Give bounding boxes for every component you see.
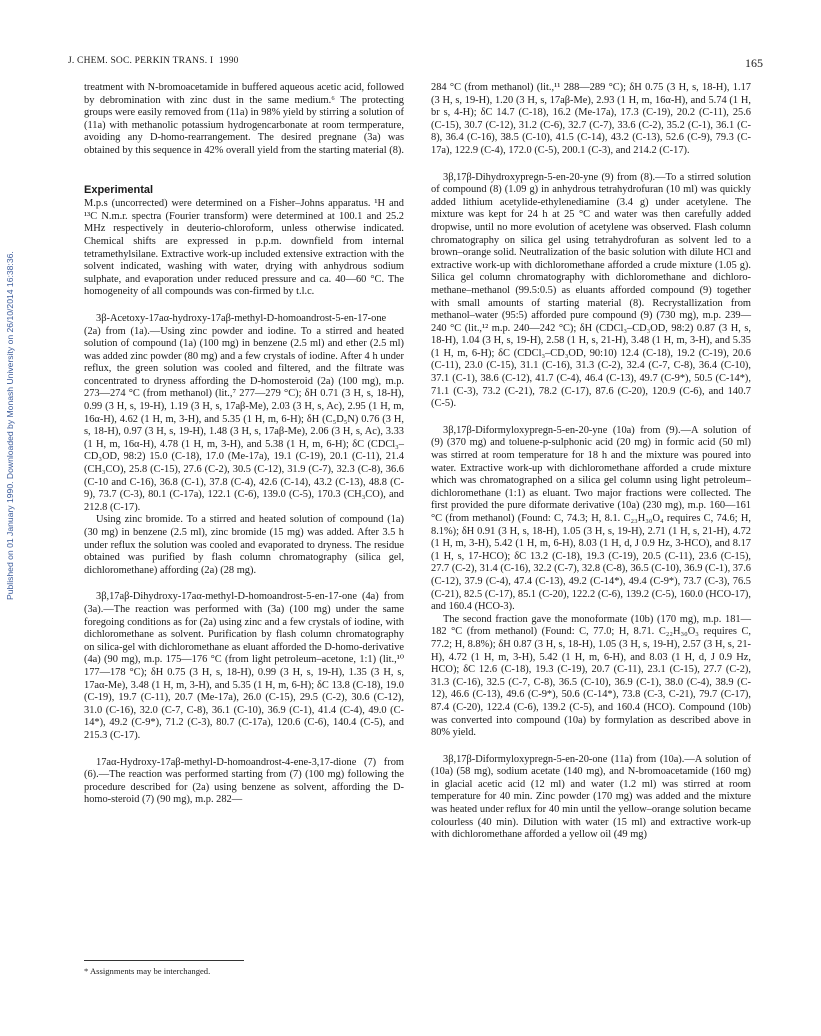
download-notice-text[interactable]: Published on 01 January 1990. Downloaded by Monash University on 26/10/2014 16:38:36. [5,251,15,600]
spacer [431,740,751,754]
spacer [431,411,751,425]
procedure-4a-paragraph: 3β,17aβ-Dihydroxy-17aα-methyl-D-homoandrost-5-en-17-one (4a) from (3a).—The reaction was performed with (3a) (100 mg) under the same foregoing conditions as for (2a) using zinc and a few crystals of iodine, with dichloromethane as solvent. Purification by flash column chromatography on silica-gel with dichloromethane as eluant afforded the D-homo-derivative (4a) (90 mg), m.p. 175—176 °C (from light petroleum–acetone, 1:1) (lit.,¹⁰ 177—178 °C); δH 0.75 (3 H, s, 18-H), 0.99 (3 H, s, 19-H), 1.35 (3 H, s, 17aα-Me), 3.48 (1 H, m, 3-H), and 5.35 (1 H, m, 6-H); δC 13.8 (C-18), 19.0 (C-19), 19.7 (C-11), 20.7 (Me-17a), 26.0 (C-15), 29.5 (C-2), 30.6 (C-12), 31.0 (C-16), 32.0 (C-7, C-8), 36.1 (C-10), 36.9 (C-1), 41.4 (C-4), 49.0 (C-14*), 49.2 (C-9*), 71.2 (C-3), 80.7 (C-17a), 120.6 (C-6), 140.4 (C-5), and 215.3 (C-17). [84,591,404,741]
footnote: * Assignments may be interchanged. [84,966,211,976]
spacer [84,577,404,591]
footnote-divider [84,960,244,961]
experimental-paragraph: M.p.s (uncorrected) were determined on a Fisher–Johns apparatus. ¹H and ¹³C N.m.r. spectra (Fourier transform) were determined at 100.1 and 25.2 MHz respectively in deuterio-chloroform, unless otherwise indicated. Chemical shifts are expressed in p.p.m. downfield from internal tetramethylsilane. Extractive work-up included extensive extraction with the solvent indicated, washing with water, drying with anhydrous sodium sulphate, and evaporation under reduced pressure and ca. 40—60 °C. The homogeneity of all compounds was con-firmed by t.l.c. [84,198,404,298]
intro-paragraph: treatment with N-bromoacetamide in buffered aqueous acetic acid, followed by debromination with zinc dust in the same medium.⁶ The protecting groups were easily removed from (11a) in 98% yield by stirring a solution of (11a) with methanolic potassium hydrogencarbonate at room termperature, avoiding any D-homo-rearrangement. The desired pregnane (3a) was obtained by this sequence in 42% overall yield from the starting material (8). [84,82,404,156]
download-watermark [5,160,17,600]
procedure-7-paragraph: 17aα-Hydroxy-17aβ-methyl-D-homoandrost-4-ene-3,17-dione (7) from (6).—The reaction was performed starting from (7) (100 mg) following the procedure described for (2a) using benzene as solvent, affording the D-homo-steroid (7) (90 mg), m.p. 282— [84,756,404,806]
running-head [68,56,768,66]
procedure-2a-paragraph: 3β-Acetoxy-17aα-hydroxy-17aβ-methyl-D-homoandrost-5-en-17-one (2a) from (1a).—Using zinc powder and iodine. To a stirred and heated solution of compound (1a) (100 mg) in benzene (2.5 ml) and ether (2.5 ml) was added zinc powder (80 mg) and a few crystals of iodine. After 4 h under reflux, the green solution was cooled and filtered, and the filtrate was concentrated to dryness affording the D-homosteroid (2a) (100 mg), m.p. 273—274 °C (from methanol) (lit.,⁷ 277—279 °C); δH 0.71 (3 H, s, 18-H), 0.99 (3 H, s, 19-H), 1.19 (3 H, s, 17aβ-Me), 2.03 (3 H, s, Ac), 2.95 (1 H, m, 16α-H), 4.62 (1 H, m, 3-H), and 5.35 (1 H, m, 6-H); δH (C₅D₅N) 0.76 (3 H, s, 18-H), 0.97 (3 H, s, 19-H), 1.48 (3 H, s, 17aβ-Me), 2.06 (3 H, s, Ac), 3.33 (1 H, m, 16α-H), 4.78 (1 H, m, 3-H), and 5.38 (1 H, m, 6-H); δC (CDCl₃–CD₃OD, 98:2) 15.0 (C-18), 17.0 (Me-17a), 19.1 (C-19), 20.1 (C-11), 21.4 (CH₃CO), 25.8 (C-15), 27.6 (C-2), 30.5 (C-12), 31.9 (C-7), 32.3 (C-8), 36.6 (C-10 and C-16), 36.8 (C-1), 37.8 (C-4), 42.6 (C-14), 43.2 (C-13), 48.8 (C-9), 73.7 (C-3), 80.1 (C-17a), 122.1 (C-6), 139.0 (C-5), 170.3 (CH₃CO), and 212.8 (C-17). [84,312,404,513]
spacer [431,158,751,172]
procedure-zinc-bromide-paragraph: Using zinc bromide. To a stirred and heated solution of compound (1a) (30 mg) in benzene (2.5 ml), zinc bromide (15 mg) was added. After 3.5 h under reflux the solution was cooled and evaporated to dryness. The residue obtained was purified by flash column chromatography (silica gel, dichloromethane) affording (2a) (28 mg). [84,514,404,576]
right-column [431,82,751,842]
journal-year: 1990 [218,56,239,66]
spacer [84,299,404,313]
procedure-9-paragraph: 3β,17β-Dihydroxypregn-5-en-20-yne (9) from (8).—To a stirred solution of compound (8) (1.09 g) in anhydrous tetrahydrofuran (10 ml) was quickly added lithium acetylide-ethylenediamine (3.4 g) under acetylene. The mixture was kept for 24 h at 25 °C and water was then carefully added dropwise, until no more evolution of acetylene was observed. Flash column chromatography on silica gel using tetrahydrofuran as solvent led to a brown–orange solid. Neutralization of the basic solution with dilute HCl and extractive work-up with dichloromethane afforded a crude mixture (1.05 g). Silica gel column chromatography with dichloromethane and dichloro-methane–methanol (99.5:0.5) as eluants afforded compound (9) together with small amounts of starting material (8). Recrystallization from methanol–water (95:5) afforded pure compound (9) (730 mg), m.p. 239—240 °C (lit.,¹² m.p. 240—242 °C); δH (CDCl₃–CD₃OD, 98:2) 0.87 (3 H, s, 18-H), 1.04 (3 H, s, 19-H), 2.58 (1 H, s, 21-H), 3.48 (1 H, m, 3-H), and 5.35 (1 H, m, 6-H); δC (CDCl₃–CD₃OD, 90:10) 12.4 (C-18), 19.2 (C-19), 20.6 (C-11), 23.0 (C-15), 31.1 (C-16), 31.3 (C-2), 32.4 (C-7, C-8), 36.4 (C-10), 37.1 (C-1), 38.6 (C-12), 41.7 (C-4), 46.4 (C-13), 49.7 (C-9*), 50.5 (C-14*), 71.1 (C-3), 73.2 (C-21), 78.2 (C-17), 87.6 (C-20), 120.9 (C-6), and 140.7 (C-5). [431,171,751,410]
procedure-10b-paragraph: The second fraction gave the monoformate (10b) (170 mg), m.p. 181—182 °C (from methanol) (Found: C, 77.0; H, 8.71. C₂₂H₃₀O₃ requires C, 77.2; H, 8.8%); δH 0.87 (3 H, s, 18-H), 1.05 (3 H, s, 19-H), 2.57 (3 H, s, 21-H), 4.72 (1 H, m, 3-H), 5.42 (1 H, m, 6-H), and 8.03 (1 H, d, J 0.9 Hz, HCO); δC 12.6 (C-18), 19.3 (C-19), 20.7 (C-11), 23.1 (C-15), 27.7 (C-2), 31.3 (C-16), 32.5 (C-7, C-8), 36.5 (C-10), 36.9 (C-1), 38.0 (C-4), 38.9 (C-12), 46.6 (C-13), 49.6 (C-9*), 50.6 (C-14*), 73.8 (C-3, C-21), 79.7 (C-17), 87.4 (C-20), 122.4 (C-6), 139.2 (C-5), and 160.4 (HCO). Compound (10b) was converted into compound (10a) by formylation as described above in 80% yield. [431,613,751,739]
procedure-10a-paragraph: 3β,17β-Diformyloxypregn-5-en-20-yne (10a) from (9).—A solution of (9) (370 mg) and toluene-p-sulphonic acid (20 mg) in formic acid (50 ml) was stirred at room temperature for 18 h and the mixture was poured into water. Extractive work-up with dichloromethane afforded a crude mixture which was chromatographed on a silica gel column using light petroleum–dichloromethane (1:1) as eluant. Two major fractions were collected. The first provided the pure diformate derivative (10a) (230 mg), m.p. 160—161 °C (from methanol) (Found: C, 74.3; H, 8.1. C₂₃H₃₀O₄ requires C, 74.6; H, 8.1%); δH 0.91 (3 H, s, 18-H), 1.05 (3 H, s, 19-H), 2.71 (1 H, s, 21-H), 4.72 (1 H, m, 3-H), 5.42 (1 H, m, 6-H), 8.03 (1 H, d, J 0.9 Hz, 3-HCO), and 8.17 (1 H, s, 17-HCO); δC 13.2 (C-18), 19.3 (C-19), 20.5 (C-11), 23.6 (C-15), 27.7 (C-2), 31.4 (C-16), 32.2 (C-7), 32.8 (C-8), 36.5 (C-10), 36.9 (C-1), 37.6 (C-12), 37.9 (C-4), 47.4 (C-13), 49.2 (C-14*), 49.4 (C-9*), 73.7 (C-3), 76.5 (C-21), 82.5 (C-17), 85.1 (C-20), 122.2 (C-6), 139.2 (C-5), 160.0 (HCO-17), and 160.4 (HCO-3). [431,424,751,613]
spacer [84,743,404,757]
spacer [84,158,404,184]
continuation-paragraph: 284 °C (from methanol) (lit.,¹¹ 288—289 °C); δH 0.75 (3 H, s, 18-H), 1.17 (3 H, s, 19-H), 1.20 (3 H, s, 17aβ-Me), 2.93 (1 H, m, 16α-H), and 5.74 (1 H, br s, 4-H); δC 14.7 (C-18), 16.2 (Me-17a), 17.3 (C-19), 20.2 (C-11), 25.6 (C-15), 30.7 (C-12), 31.2 (C-6), 32.7 (C-7), 33.6 (C-2), 35.2 (C-1), 36.1 (C-8), 36.4 (C-16), 38.5 (C-10), 41.5 (C-14), 43.2 (C-13), 52.6 (C-9), 79.3 (C-17a), 122.9 (C-4), 172.0 (C-5), 200.1 (C-3), and 214.2 (C-17). [431,82,751,156]
left-column [84,82,404,807]
experimental-heading: Experimental [84,183,154,196]
journal-name: J. CHEM. SOC. PERKIN TRANS. I [68,56,214,66]
page-number: 165 [745,56,763,70]
procedure-11a-paragraph: 3β,17β-Diformyloxypregn-5-en-20-one (11a) from (10a).—A solution of (10a) (58 mg), sodium acetate (140 mg), and N-bromoacetamide (160 mg) in glacial acetic acid (12 ml) and water (1.2 ml) was stirred at room temperature for 40 min. Zinc powder (170 mg) was added and the mixture was heated under reflux for 40 min until the yellow–orange solution became colourless (40 min). Dilution with water (15 ml) and extractive work-up with dichloromethane afforded a yellow oil (49 mg) [431,753,751,841]
